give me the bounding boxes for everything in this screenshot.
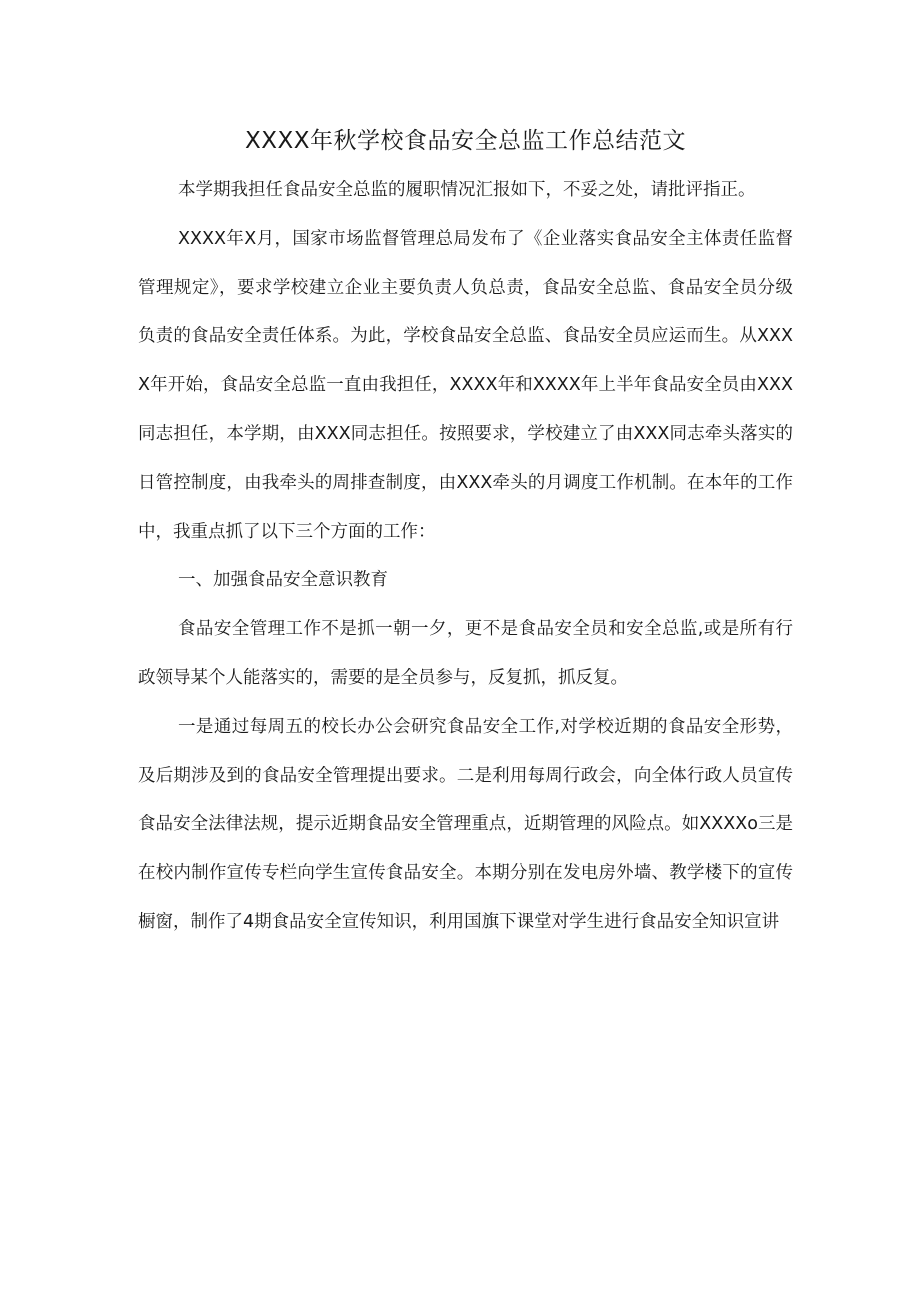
section-heading-1: 一、加强食品安全意识教育 [178,570,388,591]
intro-paragraph: 本学期我担任食品安全总监的履职情况汇报如下，不妥之处，请批评指正。 [178,180,756,200]
education-paragraph: 食品安全管理工作不是抓一朝一夕，更不是食品安全员和安全总监,或是所有行政领导某个人能落实的，需要的是全员参与，反复抓，抓反复。 [138,619,793,688]
background-paragraph: XXXX年X月，国家市场监督管理总局发布了《企业落实食品安全主体责任监督管理规定》，要求学校建立企业主要负责人负总责，食品安全总监、食品安全员分级负责的食品安全责任体系。为此，学校食品安全总监、食品安全员应运而生。从XXXX年开始，食品安全总监一直由我担任，XXXX年和XXXX年上半年食品安全员由XXX同志担任，本学期，由XXX同志担任。按照要求，学校建立了由XXX同志牵头落实的日管控制度，由我牵头的周排查制度，由XXX牵头的月调度工作机制。在本年的工作中，我重点抓了以下三个方面的工作： [138,228,793,542]
document-page [138,118,793,947]
document-title: XXXX年秋学校食品安全总监工作总结范文 [244,128,687,154]
measures-paragraph: 一是通过每周五的校长办公会研究食品安全工作,对学校近期的食品安全形势，及后期涉及到的食品安全管理提出要求。二是利用每周行政会，向全体行政人员宣传食品安全法律法规，提示近期食品安全管理重点，近期管理的风险点。如XXXXo三是在校内制作宣传专栏向学生宣传食品安全。本期分别在发电房外墙、教学楼下的宣传橱窗，制作了4期食品安全宣传知识，利用国旗下课堂对学生进行食品安全知识宣讲 [138,716,793,932]
